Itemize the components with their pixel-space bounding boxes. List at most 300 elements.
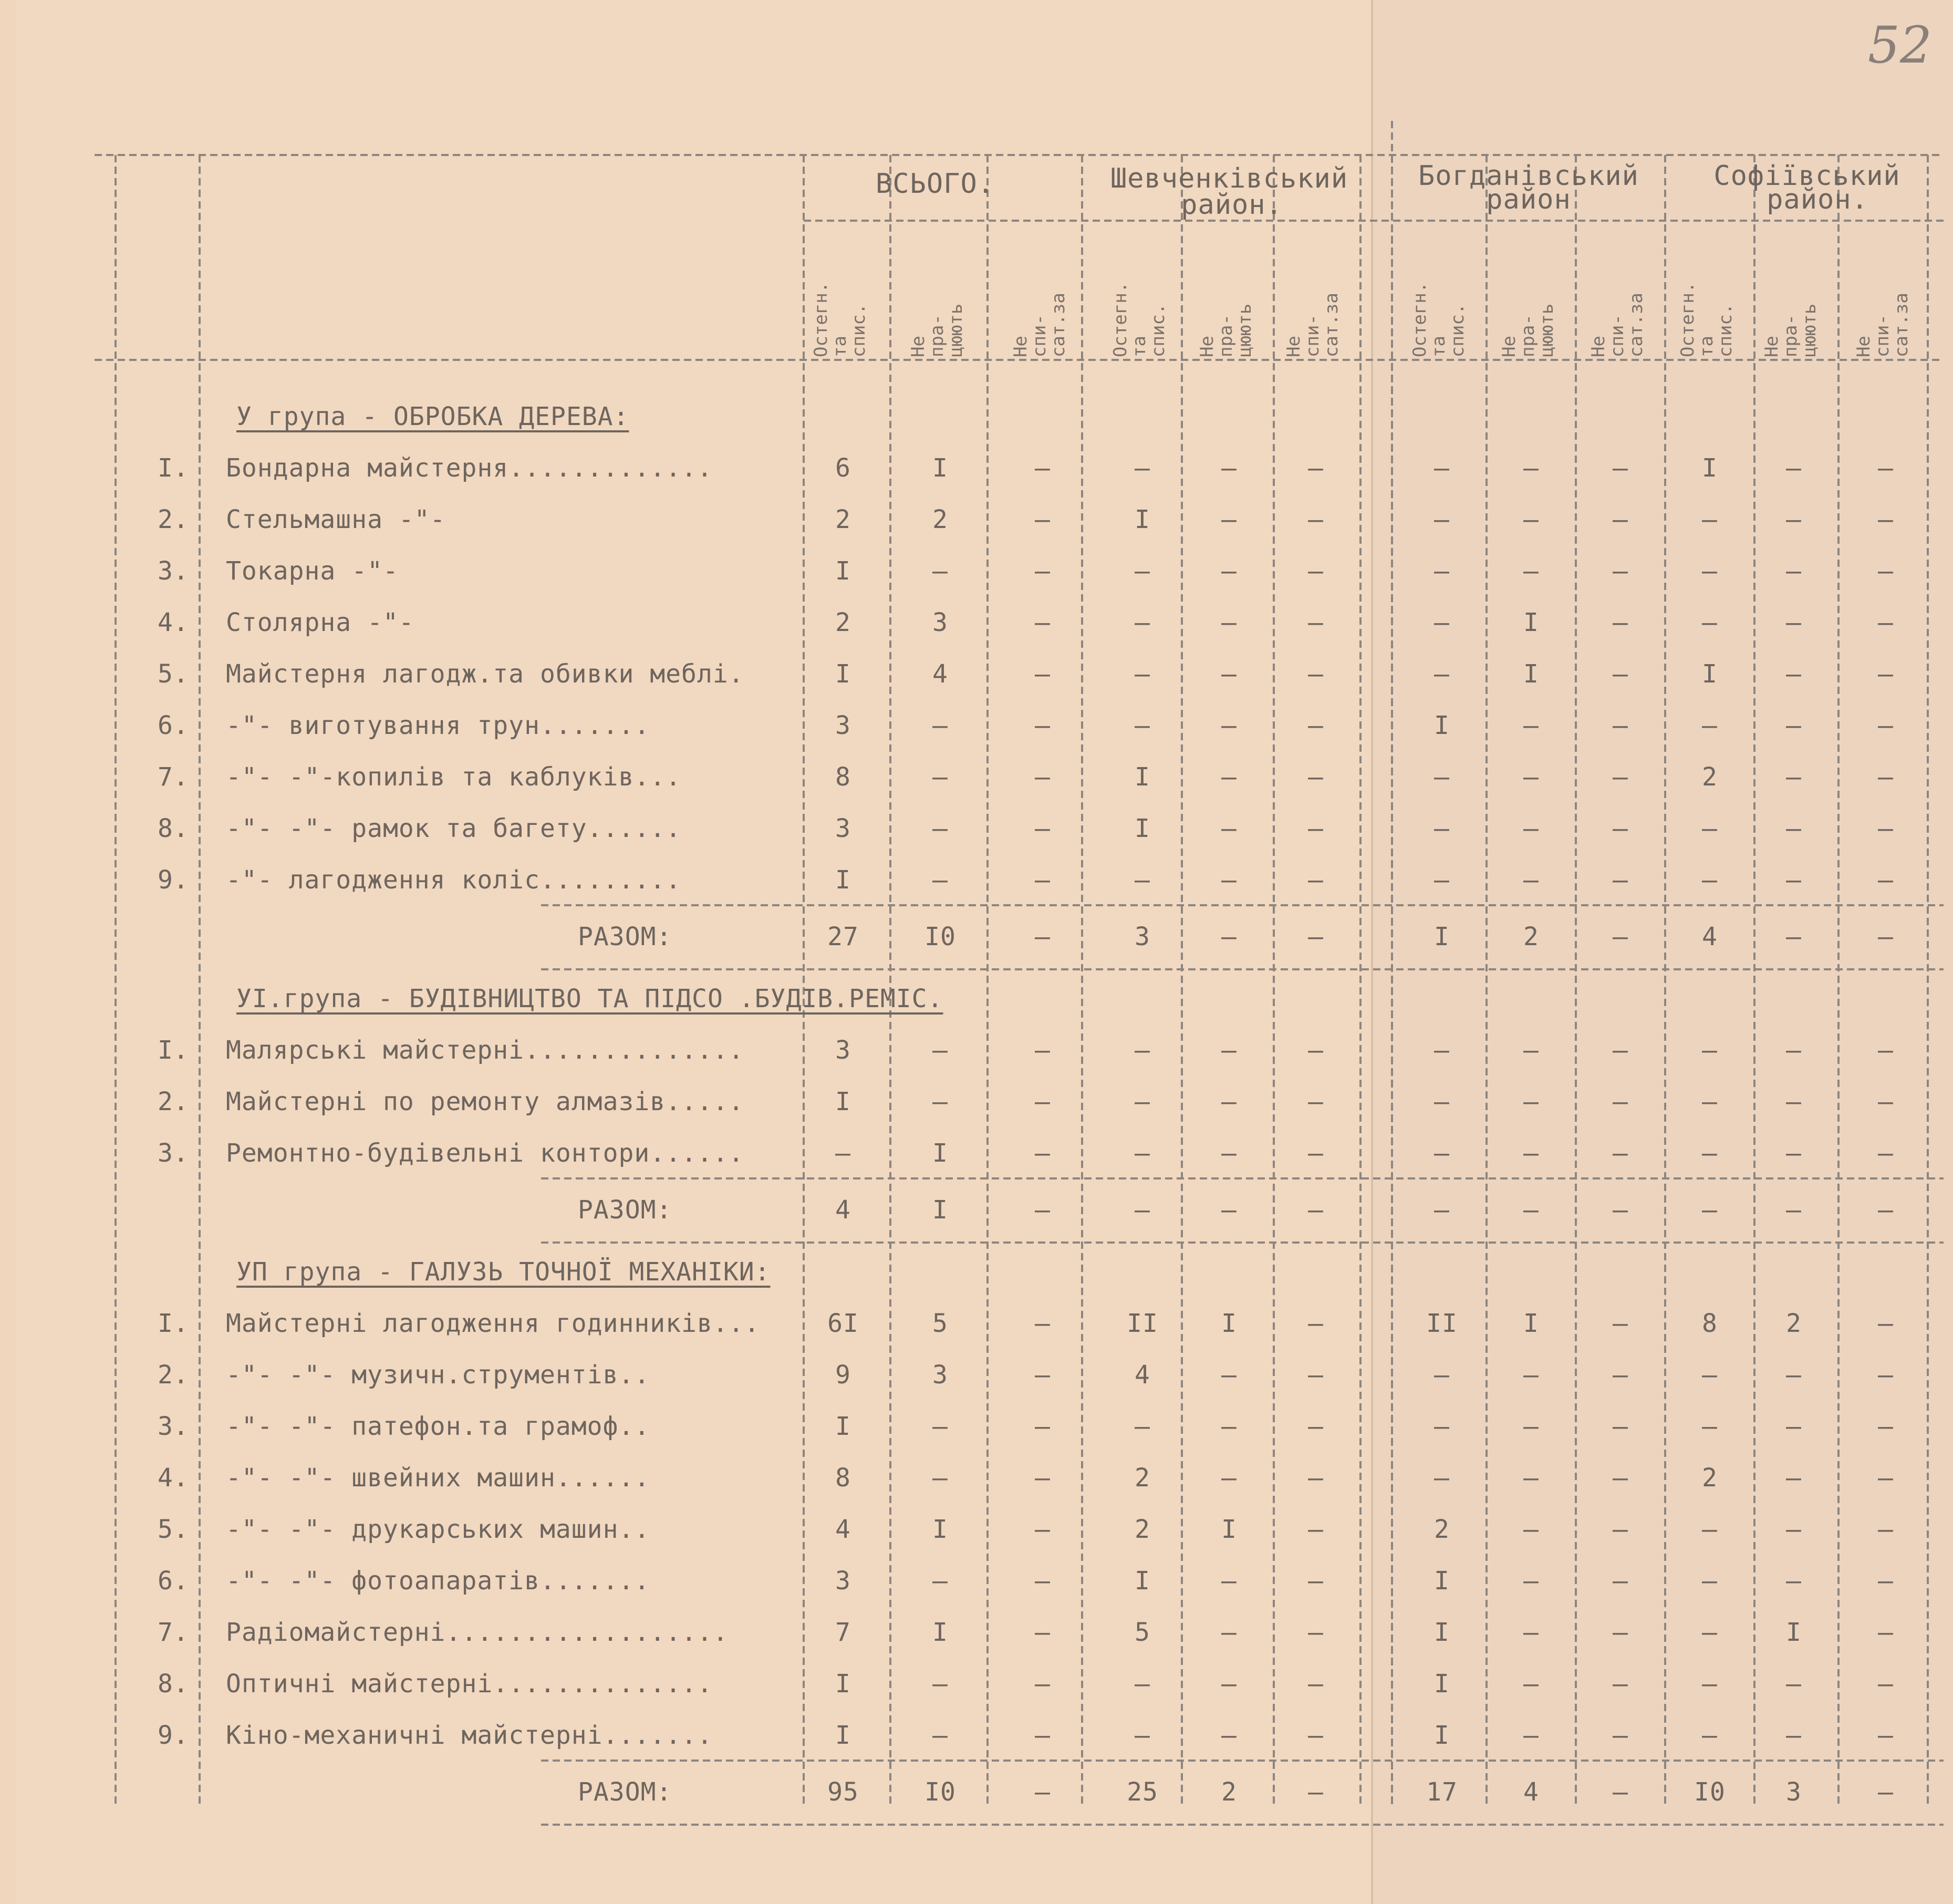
row-value: – [1702, 1721, 1718, 1750]
row-value: I [932, 1139, 948, 1168]
row-value: – [1523, 1036, 1539, 1065]
row-value: I [835, 1721, 851, 1750]
row-value: – [1308, 1412, 1324, 1441]
row-value: – [1523, 814, 1539, 843]
row-number: 4. [158, 1463, 189, 1493]
total-value: 4 [1702, 922, 1718, 951]
row-number: 3. [158, 556, 189, 586]
row-value: – [1221, 608, 1237, 637]
total-label: РАЗОМ: [578, 1777, 672, 1807]
row-value: – [1613, 1618, 1628, 1647]
row-value: – [1434, 659, 1450, 689]
row-value: I [835, 1412, 851, 1441]
row-value: – [1613, 608, 1628, 637]
row-value: 4 [835, 1515, 851, 1544]
row-name: Стельмашна -"- [226, 505, 446, 534]
row-value: – [1878, 1309, 1894, 1338]
row-value: – [1434, 762, 1450, 792]
row-value: – [1878, 1463, 1894, 1493]
row-value: – [1135, 1412, 1150, 1441]
row-value: – [1523, 1669, 1539, 1699]
header-total: ВСЬОГО. [875, 168, 995, 200]
row-value: – [1613, 1139, 1628, 1168]
row-value: – [1221, 1618, 1237, 1647]
row-value: – [1613, 865, 1628, 895]
row-value: – [1308, 1139, 1324, 1168]
row-value: – [1878, 1139, 1894, 1168]
header-district-left-2: район. [1181, 189, 1283, 221]
row-value: – [1035, 608, 1051, 637]
total-value: – [1786, 922, 1802, 951]
row-value: – [1702, 1618, 1718, 1647]
total-value: – [1613, 1195, 1628, 1225]
row-value: – [1523, 1139, 1539, 1168]
row-value: – [1613, 659, 1628, 689]
total-value: – [1221, 922, 1237, 951]
row-value: I [932, 453, 948, 483]
row-value: – [1035, 1515, 1051, 1544]
subheader-col-2: Не пра- цюють [908, 303, 967, 357]
row-value: I [1221, 1309, 1237, 1338]
row-value: 2 [835, 608, 851, 637]
row-number: 7. [158, 1618, 189, 1647]
total-value: – [1878, 922, 1894, 951]
row-value: – [1523, 453, 1539, 483]
group-title: У група - ОБРОБКА ДЕРЕВА: [236, 402, 629, 431]
row-value: – [1613, 1036, 1628, 1065]
total-value: – [1878, 1777, 1894, 1807]
total-value: 2 [1523, 922, 1539, 951]
row-name: Ремонтно-будівельні контори...... [226, 1139, 744, 1168]
row-value: – [1308, 1669, 1324, 1699]
row-value: – [1702, 711, 1718, 740]
row-value: 2 [1702, 1463, 1718, 1493]
row-number: 2. [158, 1087, 189, 1116]
row-value: – [1135, 865, 1150, 895]
row-value: – [1035, 814, 1051, 843]
row-name: -"- -"- друкарських машин.. [226, 1515, 650, 1544]
row-value: – [1135, 1669, 1150, 1699]
total-value: I0 [924, 922, 956, 951]
total-value: 3 [1786, 1777, 1802, 1807]
subheader-col-7: Остегн. та спис. [1409, 282, 1468, 357]
row-value: – [1035, 1360, 1051, 1390]
total-value: 4 [835, 1195, 851, 1225]
row-value: – [1878, 1087, 1894, 1116]
row-value: – [1523, 1566, 1539, 1596]
row-value: – [1135, 608, 1150, 637]
row-value: – [1221, 865, 1237, 895]
row-value: – [1613, 1463, 1628, 1493]
row-value: – [1308, 1087, 1324, 1116]
row-value: – [1135, 711, 1150, 740]
total-value: – [1035, 1195, 1051, 1225]
total-value: – [1035, 922, 1051, 951]
subheader-col-8: Не пра- цюють [1499, 303, 1557, 357]
row-value: – [1702, 1412, 1718, 1441]
row-value: – [932, 1463, 948, 1493]
row-number: 2. [158, 1360, 189, 1390]
row-value: II [1127, 1309, 1158, 1338]
row-value: – [1878, 1721, 1894, 1750]
row-value: – [1035, 865, 1051, 895]
row-name: -"- -"- фотоапаратів....... [226, 1566, 650, 1596]
row-value: – [1308, 865, 1324, 895]
row-value: – [1221, 1036, 1237, 1065]
row-value: – [1135, 556, 1150, 586]
row-value: – [1221, 1087, 1237, 1116]
row-value: – [1308, 1566, 1324, 1596]
row-value: – [1878, 1036, 1894, 1065]
row-value: – [1221, 762, 1237, 792]
row-value: – [1702, 865, 1718, 895]
row-value: – [1523, 1412, 1539, 1441]
row-value: – [1221, 453, 1237, 483]
row-number: I. [158, 453, 189, 483]
group-title: УП група - ГАЛУЗЬ ТОЧНОЇ МЕХАНІКИ: [236, 1257, 771, 1287]
row-value: – [1308, 1618, 1324, 1647]
row-value: I [1135, 814, 1150, 843]
row-value: – [1135, 1721, 1150, 1750]
row-value: – [1434, 556, 1450, 586]
row-value: – [1135, 1036, 1150, 1065]
total-value: I0 [924, 1777, 956, 1807]
row-number: 3. [158, 1412, 189, 1441]
row-value: – [1308, 1309, 1324, 1338]
total-value: – [1613, 1777, 1628, 1807]
row-value: – [1035, 762, 1051, 792]
row-number: 2. [158, 505, 189, 534]
row-value: – [1035, 1618, 1051, 1647]
row-value: – [1613, 1087, 1628, 1116]
row-name: Бондарна майстерня............. [226, 453, 713, 483]
row-value: 2 [1786, 1309, 1802, 1338]
row-value: – [1702, 1515, 1718, 1544]
row-value: – [1523, 1360, 1539, 1390]
row-value: – [1613, 1669, 1628, 1699]
row-value: – [1221, 659, 1237, 689]
row-value: I [835, 1669, 851, 1699]
row-value: 3 [835, 1036, 851, 1065]
total-label: РАЗОМ: [578, 922, 672, 951]
row-value: – [1613, 505, 1628, 534]
row-value: – [1878, 556, 1894, 586]
row-value: – [932, 711, 948, 740]
row-value: – [1613, 453, 1628, 483]
row-value: – [1878, 711, 1894, 740]
subheader-col-1: Остегн. та спис. [811, 282, 869, 357]
row-name: Оптичні майстерні.............. [226, 1669, 713, 1699]
row-number: 6. [158, 711, 189, 740]
row-name: -"- -"- патефон.та грамоф.. [226, 1412, 650, 1441]
subheader-col-10: Остегн. та спис. [1677, 282, 1736, 357]
total-value: – [1221, 1195, 1237, 1225]
row-value: – [1135, 1139, 1150, 1168]
row-value: – [1035, 1412, 1051, 1441]
row-value: – [1308, 505, 1324, 534]
row-value: – [1523, 1463, 1539, 1493]
row-value: – [1434, 1139, 1450, 1168]
row-name: Радіомайстерні.................. [226, 1618, 729, 1647]
row-value: – [1786, 1036, 1802, 1065]
row-value: – [932, 1669, 948, 1699]
row-value: 3 [932, 1360, 948, 1390]
row-value: – [1221, 1412, 1237, 1441]
row-value: – [1702, 608, 1718, 637]
row-value: 4 [932, 659, 948, 689]
total-value: 27 [827, 922, 859, 951]
row-value: – [1613, 1412, 1628, 1441]
row-value: – [1878, 1618, 1894, 1647]
row-value: 3 [835, 1566, 851, 1596]
row-value: – [1035, 1036, 1051, 1065]
row-value: – [1786, 1463, 1802, 1493]
row-number: I. [158, 1309, 189, 1338]
row-value: – [1702, 1139, 1718, 1168]
row-number: 5. [158, 1515, 189, 1544]
total-value: – [1702, 1195, 1718, 1225]
row-value: – [1221, 711, 1237, 740]
row-value: 5 [1135, 1618, 1150, 1647]
row-value: – [1434, 505, 1450, 534]
row-value: – [1221, 1566, 1237, 1596]
row-value: 2 [932, 505, 948, 534]
total-value: I0 [1694, 1777, 1726, 1807]
total-value: – [1308, 1777, 1324, 1807]
row-name: -"- -"- музичн.струментів.. [226, 1360, 650, 1390]
row-value: – [1786, 1412, 1802, 1441]
row-value: – [1308, 814, 1324, 843]
row-value: – [1434, 453, 1450, 483]
row-value: – [1308, 556, 1324, 586]
row-value: – [1035, 1463, 1051, 1493]
row-value: – [1786, 1669, 1802, 1699]
row-value: – [1523, 1087, 1539, 1116]
row-value: – [1035, 659, 1051, 689]
row-value: 2 [1135, 1515, 1150, 1544]
row-value: I [835, 1087, 851, 1116]
row-name: -"- -"- рамок та багету...... [226, 814, 682, 843]
row-value: 6 [835, 453, 851, 483]
row-value: – [1523, 505, 1539, 534]
row-value: 2 [835, 505, 851, 534]
row-value: – [1308, 1036, 1324, 1065]
row-value: – [1786, 453, 1802, 483]
row-value: – [1035, 453, 1051, 483]
row-value: – [1221, 1721, 1237, 1750]
row-value: – [1878, 453, 1894, 483]
row-value: 4 [1135, 1360, 1150, 1390]
subheader-col-5: Не пра- цюють [1197, 303, 1255, 357]
row-value: – [932, 1036, 948, 1065]
row-value: – [1308, 1360, 1324, 1390]
row-value: – [1434, 814, 1450, 843]
row-value: 2 [1434, 1515, 1450, 1544]
row-value: 9 [835, 1360, 851, 1390]
row-value: I [1523, 1309, 1539, 1338]
row-value: – [1308, 762, 1324, 792]
subheader-col-11: Не пра- цюють [1761, 303, 1820, 357]
row-value: I [932, 1515, 948, 1544]
row-value: – [1878, 1360, 1894, 1390]
row-value: – [932, 556, 948, 586]
total-value: I [932, 1195, 948, 1225]
row-name: Майстерні лагодження годинників... [226, 1309, 760, 1338]
row-value: – [1221, 1360, 1237, 1390]
row-number: 3. [158, 1139, 189, 1168]
subheader-col-12: Не спи- сат.за [1853, 293, 1912, 357]
row-value: – [1035, 505, 1051, 534]
row-value: – [1786, 1515, 1802, 1544]
total-value: – [1135, 1195, 1150, 1225]
total-value: 25 [1127, 1777, 1158, 1807]
row-value: I [932, 1618, 948, 1647]
row-value: 5 [932, 1309, 948, 1338]
total-value: 2 [1221, 1777, 1237, 1807]
row-value: 3 [835, 814, 851, 843]
row-value: – [932, 1721, 948, 1750]
row-value: 8 [835, 762, 851, 792]
row-value: I [1135, 505, 1150, 534]
row-value: – [1035, 1669, 1051, 1699]
row-number: 9. [158, 865, 189, 895]
row-value: I [1135, 1566, 1150, 1596]
row-value: – [1786, 1721, 1802, 1750]
row-value: – [1786, 711, 1802, 740]
total-value: – [1613, 922, 1628, 951]
row-value: – [1702, 1669, 1718, 1699]
row-value: – [1878, 608, 1894, 637]
row-value: – [1786, 1087, 1802, 1116]
total-value: I [1434, 922, 1450, 951]
row-name: Малярські майстерні.............. [226, 1036, 744, 1065]
total-value: 4 [1523, 1777, 1539, 1807]
row-value: – [1035, 1566, 1051, 1596]
row-value: – [1786, 556, 1802, 586]
row-value: I [1434, 1721, 1450, 1750]
row-value: 3 [835, 711, 851, 740]
header-district-right-2: Софіївський [1713, 160, 1900, 192]
row-value: – [1135, 659, 1150, 689]
row-value: – [1786, 1360, 1802, 1390]
row-value: – [1786, 762, 1802, 792]
row-value: – [932, 762, 948, 792]
row-value: – [1221, 556, 1237, 586]
row-number: 6. [158, 1566, 189, 1596]
row-value: – [1434, 1412, 1450, 1441]
total-label: РАЗОМ: [578, 1195, 672, 1225]
row-value: – [1878, 762, 1894, 792]
subheader-col-3: Не спи- сат.за [1010, 293, 1069, 357]
row-value: – [1613, 814, 1628, 843]
row-value: – [1308, 711, 1324, 740]
row-value: – [932, 1087, 948, 1116]
row-name: Токарна -"- [226, 556, 399, 586]
group-title: УI.група - БУДІВНИЦТВО ТА ПІДСО .БУДІВ.РЕМІС. [236, 984, 943, 1013]
row-value: – [1702, 1566, 1718, 1596]
row-name: -"- -"-копилів та каблуків... [226, 762, 682, 792]
row-value: – [1135, 1087, 1150, 1116]
row-value: – [1221, 505, 1237, 534]
row-value: – [1878, 505, 1894, 534]
row-value: – [1135, 453, 1150, 483]
row-value: – [1878, 1669, 1894, 1699]
total-value: – [1434, 1195, 1450, 1225]
row-value: – [932, 1412, 948, 1441]
row-value: – [1786, 814, 1802, 843]
row-value: – [1878, 1515, 1894, 1544]
row-value: – [1786, 659, 1802, 689]
subheader-col-9: Не спи- сат.за [1588, 293, 1647, 357]
row-value: – [1035, 1139, 1051, 1168]
row-value: – [1702, 1036, 1718, 1065]
row-value: – [1878, 865, 1894, 895]
row-value: – [1221, 1463, 1237, 1493]
row-value: – [1221, 814, 1237, 843]
row-number: 4. [158, 608, 189, 637]
row-value: – [835, 1139, 851, 1168]
row-value: – [1878, 814, 1894, 843]
row-value: – [1702, 1087, 1718, 1116]
row-value: I [1523, 608, 1539, 637]
row-number: 8. [158, 814, 189, 843]
row-value: – [1434, 1360, 1450, 1390]
row-value: – [1523, 1618, 1539, 1647]
row-value: – [1613, 1309, 1628, 1338]
total-value: 17 [1426, 1777, 1458, 1807]
row-value: – [1523, 711, 1539, 740]
page-number: 52 [1867, 16, 1932, 75]
row-value: I [835, 865, 851, 895]
row-number: 7. [158, 762, 189, 792]
row-value: II [1426, 1309, 1458, 1338]
row-name: -"- виготування трун....... [226, 711, 650, 740]
header-district-right-1b: район [1486, 184, 1571, 215]
total-value: – [1878, 1195, 1894, 1225]
row-value: – [1523, 1721, 1539, 1750]
row-value: – [1786, 608, 1802, 637]
row-value: – [1702, 505, 1718, 534]
total-value: 95 [827, 1777, 859, 1807]
row-value: 2 [1135, 1463, 1150, 1493]
row-value: – [1702, 556, 1718, 586]
row-value: I [1434, 711, 1450, 740]
row-value: – [1613, 556, 1628, 586]
row-value: – [1786, 865, 1802, 895]
row-value: – [1786, 1566, 1802, 1596]
row-value: I [1786, 1618, 1802, 1647]
row-value: 6I [827, 1309, 859, 1338]
row-name: Кіно-механичні майстерні....... [226, 1721, 713, 1750]
row-value: – [1035, 711, 1051, 740]
row-value: 2 [1702, 762, 1718, 792]
total-value: – [1308, 1195, 1324, 1225]
subheader-col-6: Не спи- сат.за [1283, 293, 1342, 357]
row-value: I [1523, 659, 1539, 689]
row-value: – [1035, 556, 1051, 586]
row-value: – [932, 814, 948, 843]
row-value: – [932, 1566, 948, 1596]
total-value: 3 [1135, 922, 1150, 951]
header-district-left: Шевченківський [1110, 163, 1348, 194]
row-value: I [1434, 1669, 1450, 1699]
row-value: 8 [835, 1463, 851, 1493]
row-value: – [1221, 1669, 1237, 1699]
row-name: -"- лагодження коліс......... [226, 865, 682, 895]
row-value: – [1613, 1515, 1628, 1544]
row-value: – [1613, 1721, 1628, 1750]
row-value: – [1308, 608, 1324, 637]
